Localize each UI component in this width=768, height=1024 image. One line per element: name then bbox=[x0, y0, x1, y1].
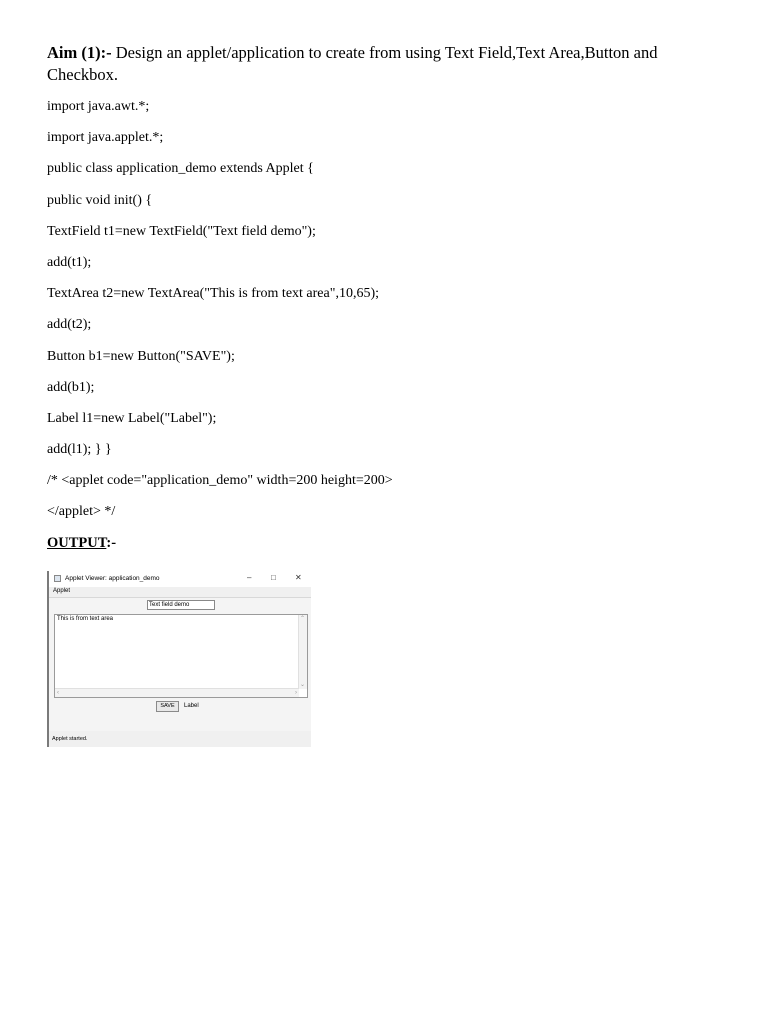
label-component: Label bbox=[184, 703, 199, 709]
aim-statement bbox=[47, 42, 727, 86]
code-line: Label l1=new Label("Label"); bbox=[47, 410, 217, 426]
status-text: Applet started. bbox=[52, 736, 88, 742]
output-label: OUTPUT bbox=[47, 534, 107, 551]
vertical-scrollbar[interactable] bbox=[298, 615, 307, 689]
minimize-icon[interactable]: – bbox=[247, 573, 252, 582]
scroll-down-icon[interactable]: ⌄ bbox=[300, 682, 306, 688]
scroll-right-icon[interactable]: › bbox=[295, 690, 297, 696]
code-line: add(t2); bbox=[47, 317, 92, 333]
scroll-up-icon[interactable]: ⌃ bbox=[300, 616, 306, 622]
aim-prefix: Aim (1):- bbox=[47, 43, 112, 62]
aim-text: Design an applet/application to create from using Text Field,Text Area,Button and Checkbox. bbox=[47, 43, 658, 84]
code-line: TextField t1=new TextField("Text field demo"); bbox=[47, 223, 316, 239]
code-line: import java.applet.*; bbox=[47, 130, 164, 146]
code-line: add(t1); bbox=[47, 254, 92, 270]
status-bar bbox=[49, 733, 311, 747]
close-icon[interactable]: ✕ bbox=[295, 573, 302, 582]
text-area[interactable] bbox=[54, 614, 308, 698]
menu-applet[interactable]: Applet bbox=[53, 588, 71, 594]
code-line: add(b1); bbox=[47, 379, 95, 395]
output-heading bbox=[47, 535, 727, 563]
scroll-left-icon[interactable]: ‹ bbox=[57, 690, 59, 696]
output-suffix: :- bbox=[106, 534, 117, 551]
code-line: add(l1); } } bbox=[47, 442, 112, 458]
applet-viewer-window bbox=[47, 571, 311, 747]
code-line: TextArea t2=new TextArea("This is from text area",10,65); bbox=[47, 286, 379, 302]
applet-app-icon bbox=[54, 575, 61, 582]
text-field[interactable]: Text field demo bbox=[147, 600, 215, 610]
code-line: public void init() { bbox=[47, 192, 153, 208]
code-line: </applet> */ bbox=[47, 504, 116, 520]
code-line: Button b1=new Button("SAVE"); bbox=[47, 348, 235, 364]
horizontal-scrollbar[interactable] bbox=[55, 688, 299, 697]
code-line: /* <applet code="application_demo" width=200 height=200> bbox=[47, 473, 393, 489]
code-line: import java.awt.*; bbox=[47, 99, 150, 114]
document-page bbox=[47, 42, 727, 563]
menu-bar bbox=[49, 587, 311, 598]
applet-content bbox=[49, 598, 311, 731]
window-titlebar bbox=[49, 571, 311, 587]
maximize-icon[interactable]: □ bbox=[271, 573, 276, 582]
code-line: public class application_demo extends Applet { bbox=[47, 161, 314, 177]
text-area-content: This is from text area bbox=[57, 616, 114, 622]
window-title: Applet Viewer: application_demo bbox=[65, 575, 160, 582]
save-button[interactable]: SAVE bbox=[156, 701, 179, 712]
